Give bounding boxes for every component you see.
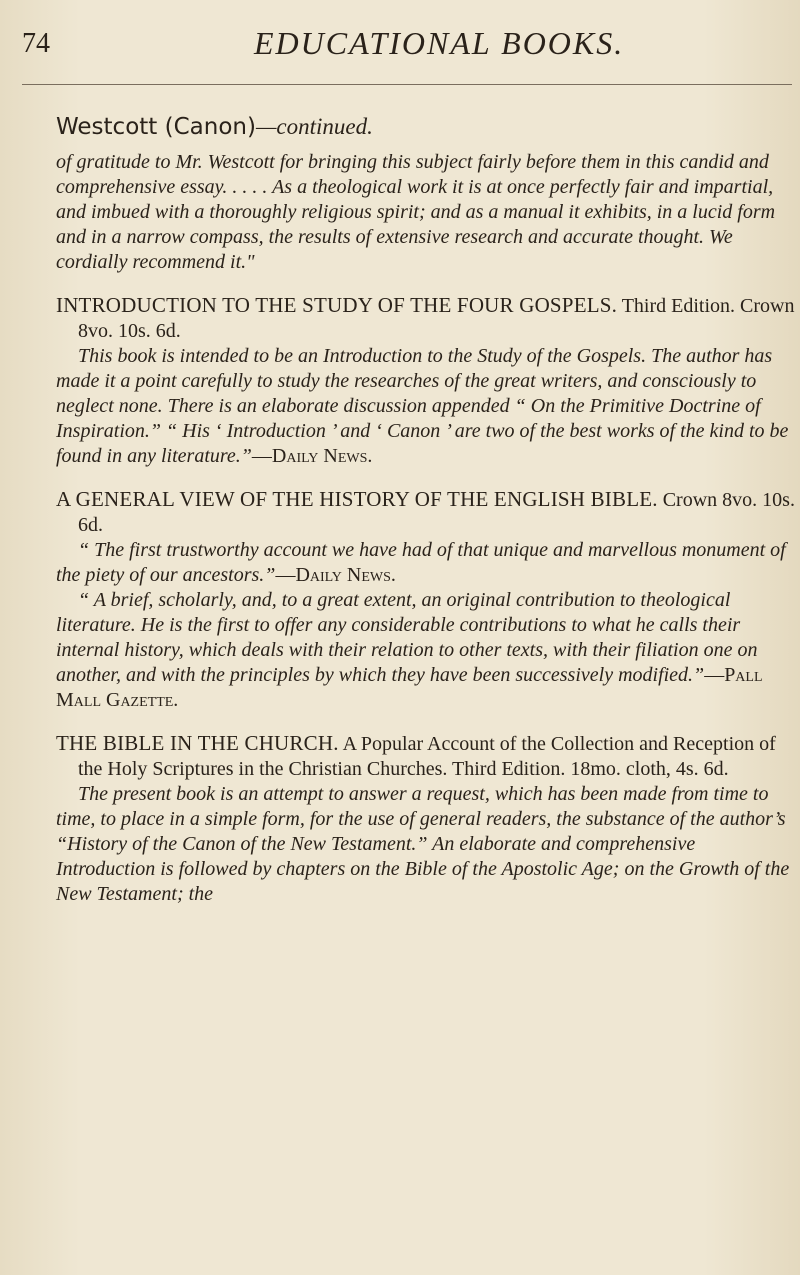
review-text <box>56 588 796 713</box>
book-entry <box>56 487 796 713</box>
review-text <box>56 538 796 588</box>
entry-heading <box>56 731 796 782</box>
book-entry <box>56 731 796 907</box>
entry-heading <box>56 293 796 344</box>
review-body: This book is intended to be an Introduction to the Study of the Gospels. The author has made it a point carefully to study the researches of the great writers, and consciously to neglect none. There is an elaborate discussion appended “ On the Primitive Doctrine of Inspiration.” “ His ‘ Introduction ’ and ‘ Canon ’ are two of the best works of the kind to be found in any literature.” <box>56 345 789 467</box>
review-source: —Daily News. <box>251 445 373 467</box>
review-source: —Daily News. <box>275 564 396 586</box>
entry-details: Third Edition. Crown 8vo. 10s. 6d. <box>78 295 795 342</box>
entry-title: THE BIBLE IN THE CHURCH. <box>56 731 339 755</box>
author-name: Westcott (Canon) <box>56 114 256 140</box>
page-number: 74 <box>22 28 50 59</box>
entry-details: A Popular Account of the Collection and Reception of the Holy Scriptures in the Christian Churches. Third Edition. 18mo. cloth, 4s. 6d. <box>78 733 776 780</box>
entry-heading <box>56 487 796 538</box>
continued-label: —continued. <box>255 114 373 139</box>
review-body: “ A brief, scholarly, and, to a great extent, an original contribution to theological literature. He is the first to offer any considerable contributions to what he calls their internal history, which deals with their relation to other texts, with their filiation one on another, and with the principles by which they have been successively modified.” <box>56 589 758 686</box>
review-text <box>56 344 796 469</box>
book-entry <box>56 293 796 469</box>
author-heading <box>56 114 796 140</box>
review-body: “ The first trustworthy account we have had of that unique and marvellous monument of the piety of our ancestors.” <box>56 539 786 586</box>
entry-title: A GENERAL VIEW OF THE HISTORY OF THE ENGLISH BIBLE. <box>56 487 658 511</box>
review-body: The present book is an attempt to answer a request, which has been made from time to time, to place in a simple form, for the use of general readers, the substance of the author’s “History of the Canon of the New Testament.” An elaborate and comprehensive Introduction is followed by chapters on the Bible of the Apostolic Age; on the Growth of the New Testament; the <box>56 783 790 905</box>
header-rule <box>22 84 792 85</box>
opening-quote: of gratitude to Mr. Westcott for bringing this subject fairly before them in this candid and comprehensive essay. . . . . As a theological work it is at once perfectly fair and impartial, and imbued with a thoroughly religious spirit; and as a manual it exhibits, in a lucid form and in a narrow compass, the results of extensive research and accurate thought. We cordially recommend it." <box>56 151 776 273</box>
page-header <box>22 20 792 72</box>
running-title: EDUCATIONAL BOOKS. <box>254 25 625 61</box>
review-source: —Pall Mall Gazette. <box>56 664 763 711</box>
page-content <box>56 114 796 907</box>
entry-title: INTRODUCTION TO THE STUDY OF THE FOUR GOSPELS. <box>56 293 618 317</box>
entry-details: Crown 8vo. 10s. 6d. <box>78 489 795 536</box>
review-text <box>56 782 796 907</box>
